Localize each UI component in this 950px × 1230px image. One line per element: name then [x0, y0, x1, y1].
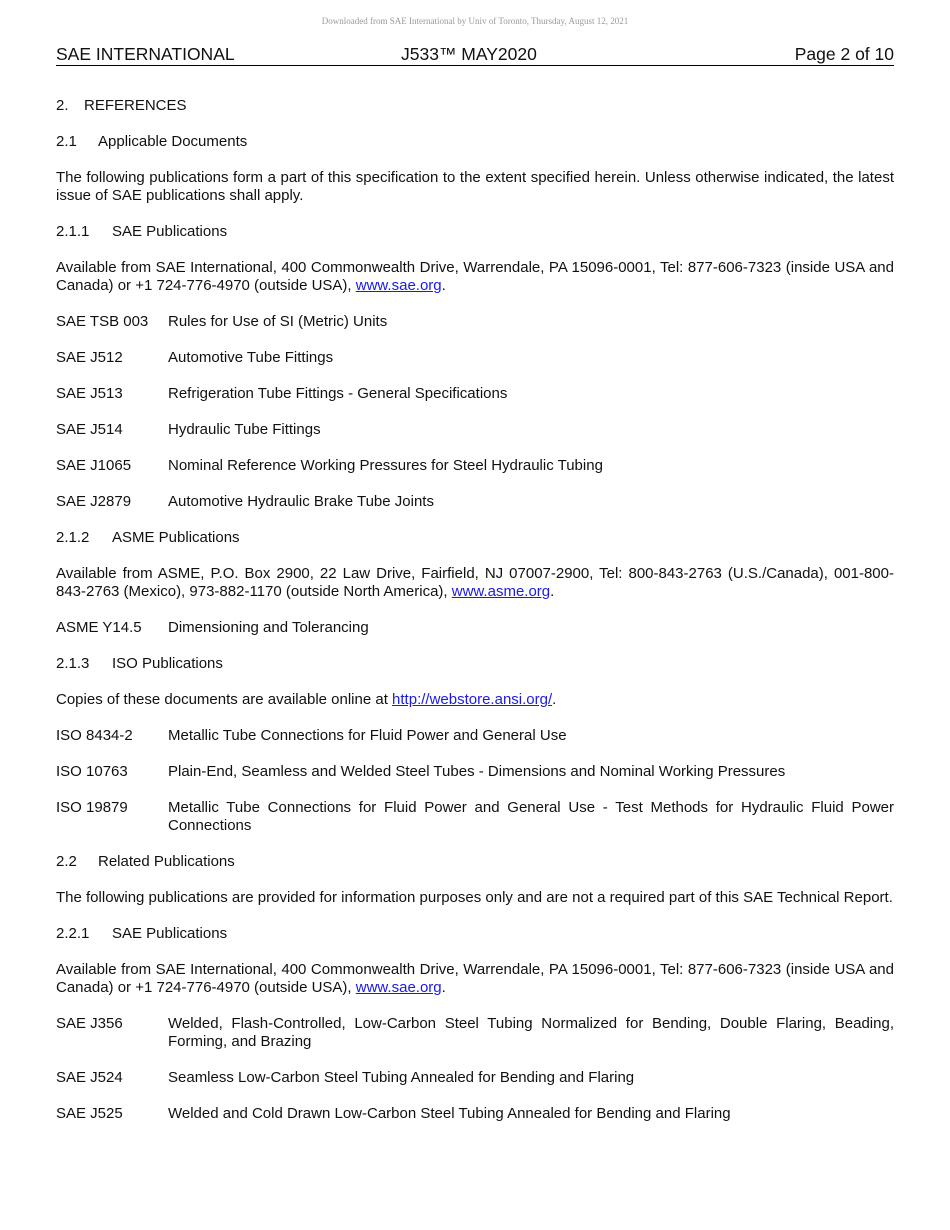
reference-title: Plain-End, Seamless and Welded Steel Tubes - Dimensions and Nominal Working Pressures [168, 763, 786, 780]
section-title: Applicable Documents [98, 133, 248, 150]
section-2-2-paragraph: The following publications are provided for information purposes only and are not a required part of this SAE Technical Report. [56, 889, 893, 906]
reference-title: Dimensioning and Tolerancing [168, 619, 369, 636]
section-number: 2.1.3 [56, 655, 90, 672]
section-number: 2.2.1 [56, 925, 90, 942]
reference-item [56, 421, 894, 439]
reference-code: SAE J512 [56, 349, 123, 366]
paragraph-text: Available from SAE International, 400 Commonwealth Drive, Warrendale, PA 15096-0001, Tel: 877-606-7323 (inside USA and Canada) or +1 724-776-4970 (outside USA), [56, 961, 894, 996]
reference-item [56, 1069, 894, 1087]
reference-item [56, 619, 894, 637]
related-reference-list [56, 1015, 894, 1123]
section-2-1-3-paragraph [56, 691, 894, 709]
header-doc-id: J533™ MAY2020 [401, 44, 537, 64]
section-2-1-paragraph: The following publications form a part of this specification to the extent specified herein. Unless otherwise indicated, the latest issue of SAE publications shall apply. [56, 169, 894, 204]
reference-code: SAE J1065 [56, 457, 132, 474]
paragraph-end: . [550, 583, 555, 600]
section-2-2-1-paragraph [56, 961, 894, 997]
reference-item [56, 799, 894, 835]
paragraph-end: . [441, 277, 446, 294]
reference-code: ISO 19879 [56, 799, 128, 816]
section-2-2-1-heading [56, 925, 894, 943]
paragraph-text: Copies of these documents are available online at [56, 691, 393, 708]
reference-code: SAE J524 [56, 1069, 123, 1086]
asme-website-link[interactable]: www.asme.org [451, 583, 551, 600]
section-2-heading [56, 97, 894, 115]
reference-title: Automotive Tube Fittings [168, 349, 334, 366]
reference-code: SAE TSB 003 [56, 313, 149, 330]
section-title: SAE Publications [112, 223, 228, 240]
reference-title: Metallic Tube Connections for Fluid Power and General Use [168, 727, 567, 744]
reference-code: SAE J2879 [56, 493, 132, 510]
section-2-1-1-paragraph [56, 259, 894, 295]
sae-website-link[interactable]: www.sae.org [355, 979, 442, 996]
section-2-1-3-heading [56, 655, 894, 673]
reference-code: ASME Y14.5 [56, 619, 142, 636]
reference-item [56, 313, 894, 331]
reference-item [56, 763, 894, 781]
reference-title: Hydraulic Tube Fittings [168, 421, 321, 438]
reference-title: Refrigeration Tube Fittings - General Specifications [168, 385, 508, 402]
reference-item [56, 385, 894, 403]
section-2-1-2-heading [56, 529, 894, 547]
paragraph-end: . [441, 979, 446, 996]
download-notice: Downloaded from SAE International by Univ of Toronto, Thursday, August 12, 2021 [321, 16, 629, 26]
sae-reference-list [56, 313, 894, 511]
reference-item [56, 493, 894, 511]
ansi-webstore-link[interactable]: http://webstore.ansi.org/ [392, 691, 553, 708]
asme-reference-list [56, 619, 894, 637]
reference-item [56, 1015, 894, 1051]
reference-code: ISO 8434-2 [56, 727, 133, 744]
reference-code: SAE J356 [56, 1015, 123, 1032]
header-page-number: Page 2 of 10 [794, 44, 894, 64]
reference-code: SAE J513 [56, 385, 123, 402]
page-header [56, 44, 894, 66]
section-number: 2. [56, 97, 69, 114]
section-number: 2.1 [56, 133, 77, 150]
section-number: 2.2 [56, 853, 77, 870]
section-title: SAE Publications [112, 925, 228, 942]
document-body [56, 97, 894, 1141]
section-number: 2.1.1 [56, 223, 90, 240]
paragraph-text: Available from SAE International, 400 Commonwealth Drive, Warrendale, PA 15096-0001, Tel: 877-606-7323 (inside USA and Canada) or +1 724-776-4970 (outside USA), [56, 259, 894, 294]
reference-title: Nominal Reference Working Pressures for Steel Hydraulic Tubing [168, 457, 603, 474]
section-title: ASME Publications [112, 529, 240, 546]
section-2-2-heading [56, 853, 894, 871]
reference-item [56, 457, 894, 475]
paragraph-text: Available from ASME, P.O. Box 2900, 22 Law Drive, Fairfield, NJ 07007-2900, Tel: 800-843-2763 (U.S./Canada), 001-800-843-2763 (Mexico), 973-882-1170 (outside North America), [56, 565, 894, 600]
reference-item [56, 1105, 894, 1123]
reference-code: ISO 10763 [56, 763, 128, 780]
reference-code: SAE J514 [56, 421, 123, 438]
reference-item [56, 349, 894, 367]
reference-title: Automotive Hydraulic Brake Tube Joints [168, 493, 434, 510]
reference-title: Welded and Cold Drawn Low-Carbon Steel Tubing Annealed for Bending and Flaring [168, 1105, 731, 1122]
section-title: Related Publications [98, 853, 235, 870]
reference-code: SAE J525 [56, 1105, 123, 1122]
reference-title: Rules for Use of SI (Metric) Units [168, 313, 388, 330]
section-2-1-2-paragraph [56, 565, 894, 601]
reference-title: Metallic Tube Connections for Fluid Power and General Use - Test Methods for Hydraulic Fluid Power Connections [168, 799, 894, 834]
iso-reference-list [56, 727, 894, 835]
section-title: ISO Publications [112, 655, 223, 672]
reference-title: Seamless Low-Carbon Steel Tubing Annealed for Bending and Flaring [168, 1069, 635, 1086]
section-title: REFERENCES [84, 97, 187, 114]
sae-website-link[interactable]: www.sae.org [355, 277, 442, 294]
reference-item [56, 727, 894, 745]
section-2-1-1-heading [56, 223, 894, 241]
header-org: SAE INTERNATIONAL [56, 44, 235, 64]
reference-title: Welded, Flash-Controlled, Low-Carbon Steel Tubing Normalized for Bending, Double Flaring, Beading, Forming, and Brazing [168, 1015, 894, 1050]
section-number: 2.1.2 [56, 529, 90, 546]
paragraph-end: . [552, 691, 557, 708]
section-2-1-heading [56, 133, 894, 151]
